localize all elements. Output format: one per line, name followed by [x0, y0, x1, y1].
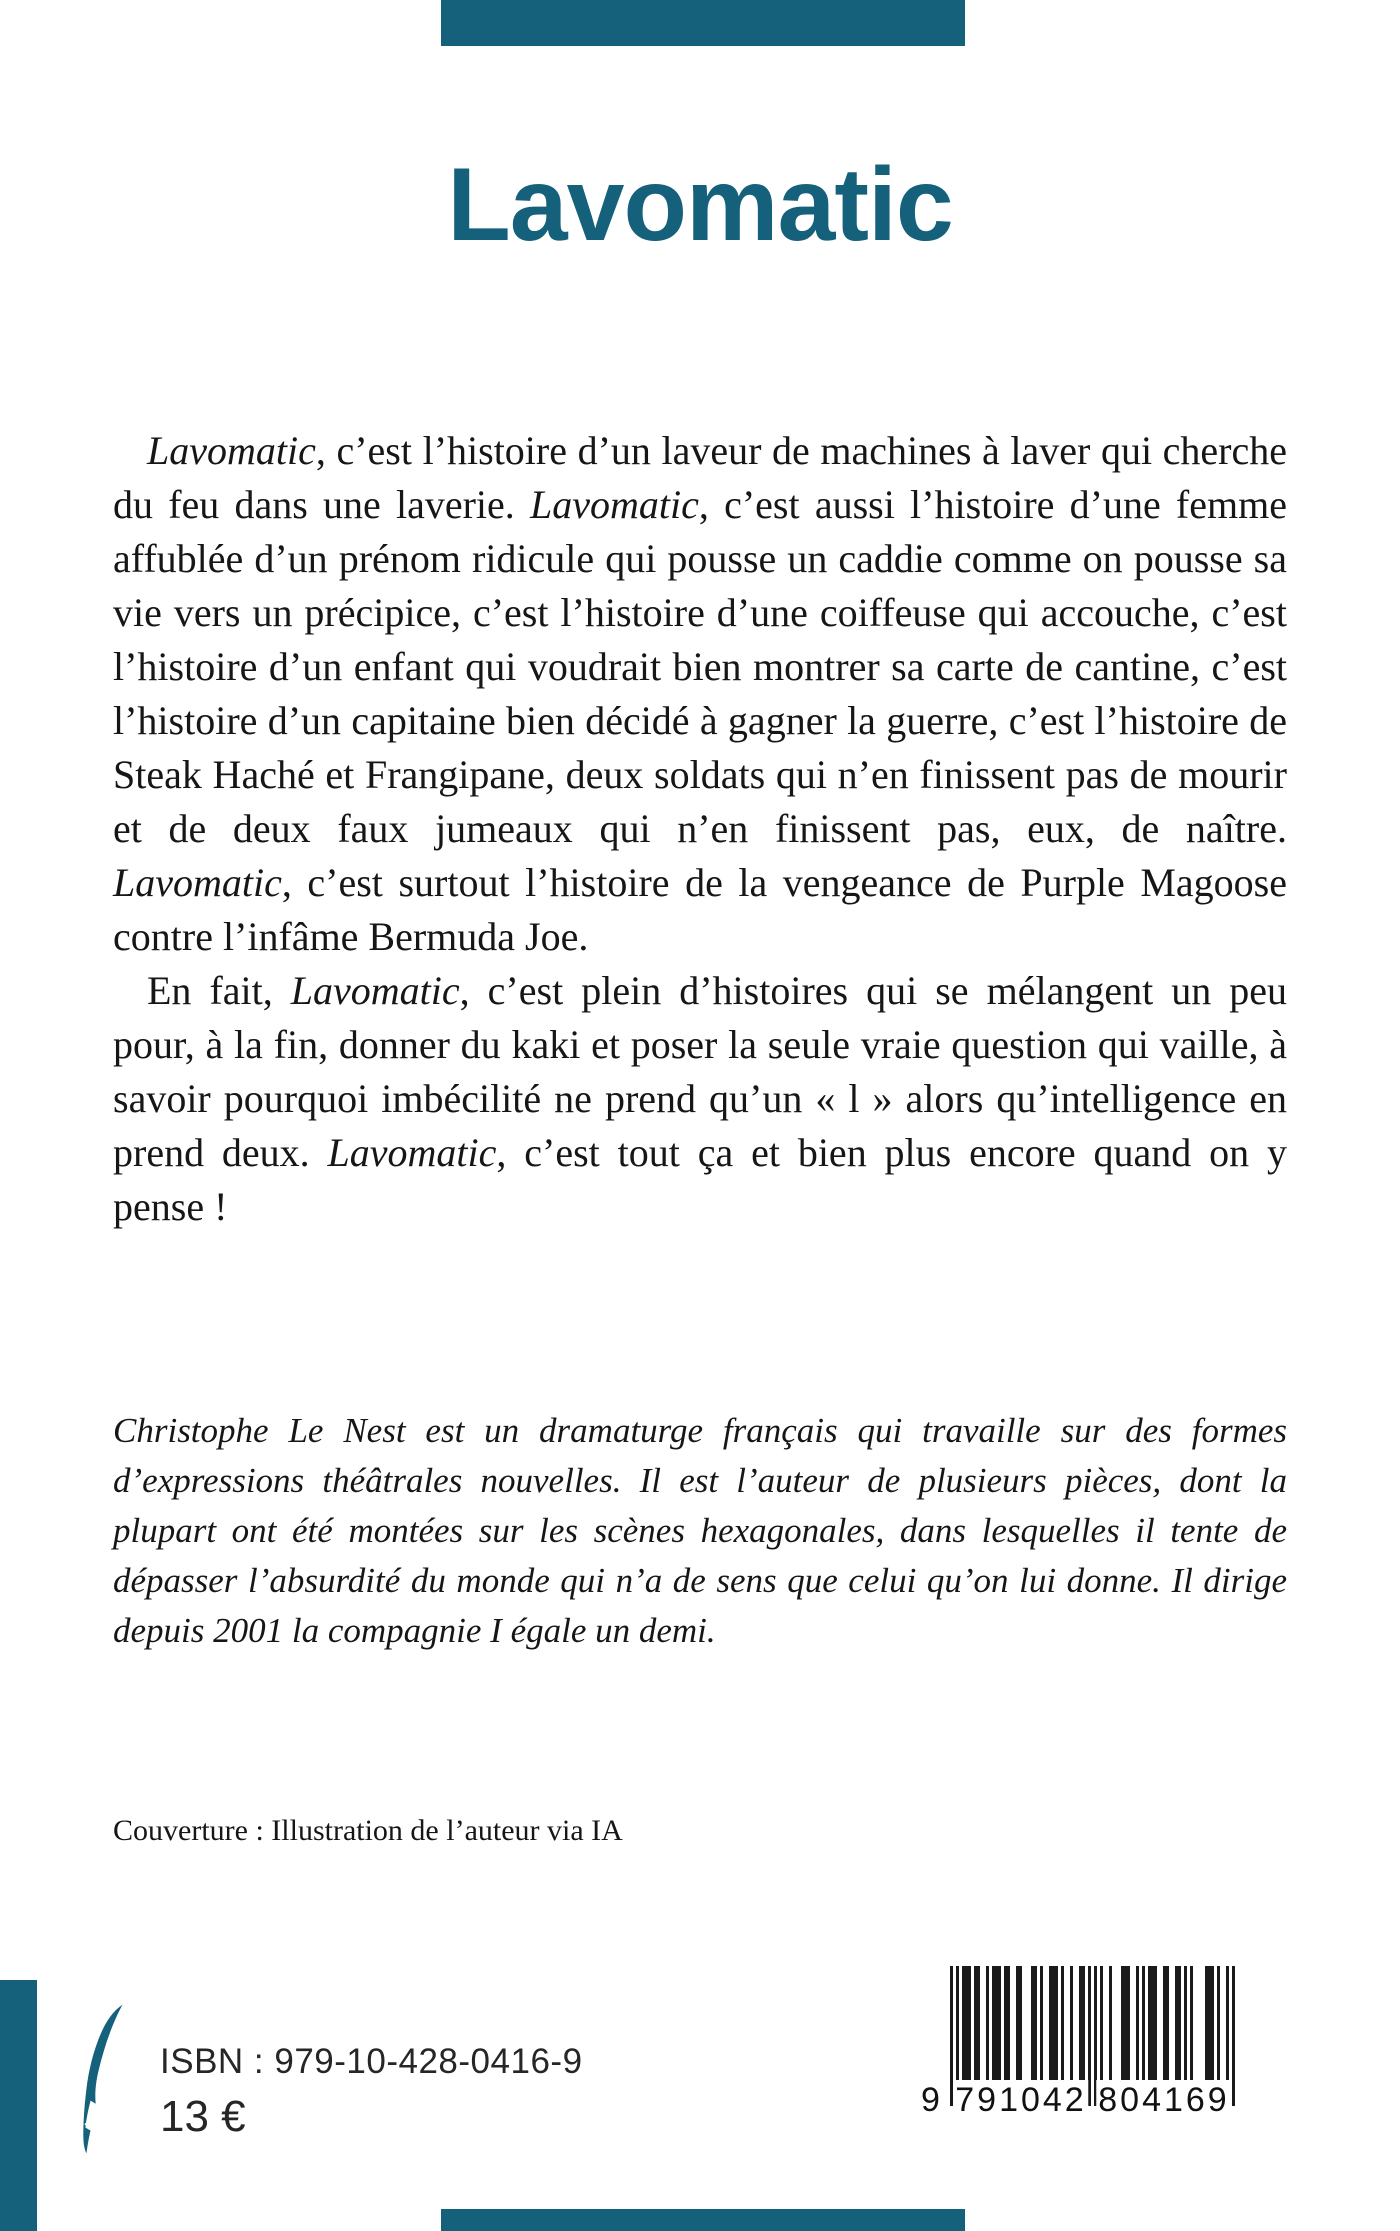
barcode-digit-group1: 791042 [955, 2081, 1087, 2119]
barcode-digit-left: 9 [921, 2081, 943, 2119]
synopsis-paragraph-1: Lavomatic, c’est l’histoire d’un laveur de machines à laver qui cherche du feu dans une laverie. Lavomatic, c’est aussi l’histoire d’une femme affublée d’un prénom ridicule qui pousse un caddie comme on pousse sa vie vers un précipice, c’est l’histoire d’une coiffeuse qui accouche, c’est l’histoire d’un enfant qui voudrait bien montrer sa carte de cantine, c’est l’histoire d’un capitaine bien décidé à gagner la guerre, c’est l’histoire de Steak Haché et Frangipane, deux soldats qui n’en finissent pas de mourir et de deux faux jumeaux qui n’en finissent pas, eux, de naître. Lavomatic, c’est surtout l’histoire de la vengeance de Purple Magoose contre l’infâme Bermuda Joe. [113, 428, 1287, 959]
book-title: Lavomatic [447, 147, 953, 263]
price-text: 13 € [160, 2092, 246, 2141]
synopsis-paragraph-2: En fait, Lavomatic, c’est plein d’histoires qui se mélangent un peu pour, à la fin, donner du kaki et poser la seule vraie question qui vaille, à savoir pourquoi imbécilité ne prend qu’un « l » alors qu’intelligence en prend deux. Lavomatic, c’est tout ça et bien plus encore quand on y pense ! [113, 968, 1287, 1229]
bottom-accent-bar [441, 2209, 965, 2231]
top-accent-bar [441, 0, 965, 46]
left-accent-bar [0, 1980, 37, 2231]
synopsis [113, 424, 1287, 1234]
author-bio: Christophe Le Nest est un dramaturge français qui travaille sur des formes d’expressions théâtrales nouvelles. Il est l’auteur de plusieurs pièces, dont la plupart ont été montées sur les scènes hexagonales, dans lesquelles il tente de dépasser l’absurdité du monde qui n’a de sens que celui qu’on lui donne. Il dirige depuis 2001 la compagnie I égale un demi. [113, 1411, 1287, 1650]
isbn-text: ISBN : 979-10-428-0416-9 [160, 2042, 583, 2081]
feather-icon [74, 2001, 136, 2159]
barcode-digit-group2: 804169 [1098, 2081, 1230, 2119]
barcode [920, 1966, 1235, 2126]
cover-credit: Couverture : Illustration de l’auteur via IA [113, 1814, 623, 1847]
